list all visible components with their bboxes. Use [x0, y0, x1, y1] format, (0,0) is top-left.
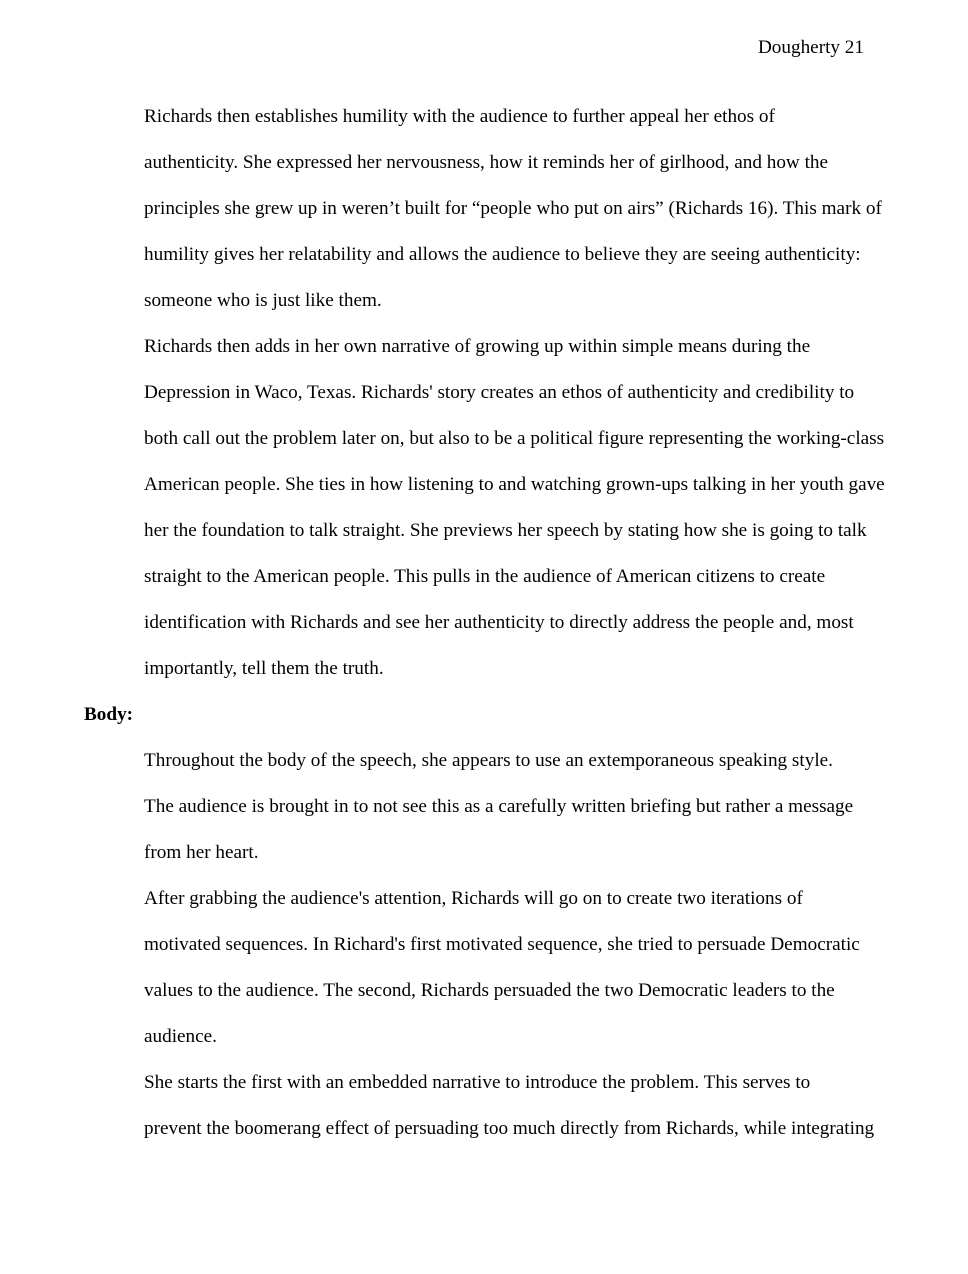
- text-line: values to the audience. The second, Richards persuaded the two Democratic leaders to the: [144, 980, 835, 1001]
- text-line: humility gives her relatability and allows the audience to believe they are seeing authenticity:: [144, 244, 861, 265]
- text-line: Depression in Waco, Texas. Richards' story creates an ethos of authenticity and credibility to: [144, 382, 855, 403]
- text-line: Richards then establishes humility with the audience to further appeal her ethos of: [144, 106, 775, 127]
- text-line: authenticity. She expressed her nervousness, how it reminds her of girlhood, and how the: [144, 152, 829, 173]
- paragraph-embedded-narrative: [84, 1060, 875, 1152]
- text-line: from her heart.: [144, 842, 259, 863]
- text-line: importantly, tell them the truth.: [144, 658, 384, 679]
- text-line: The audience is brought in to not see this as a carefully written briefing but rather a message: [144, 796, 854, 817]
- text-line: Richards then adds in her own narrative of growing up within simple means during the: [144, 336, 811, 357]
- text-line: Throughout the body of the speech, she appears to use an extemporaneous speaking style.: [144, 750, 833, 771]
- text-line: After grabbing the audience's attention, Richards will go on to create two iterations of: [144, 888, 803, 909]
- paragraph-motivated-sequences: [84, 876, 864, 1060]
- document-body: [84, 94, 885, 1152]
- text-line: principles she grew up in weren’t built for “people who put on airs” (Richards 16). This mark of: [144, 198, 882, 219]
- paragraph-extemporaneous: [84, 738, 864, 876]
- text-line: audience.: [144, 1026, 217, 1047]
- text-line: identification with Richards and see her authenticity to directly address the people and, most: [144, 612, 854, 633]
- text-line: motivated sequences. In Richard's first motivated sequence, she tried to persuade Democratic: [144, 934, 860, 955]
- text-line: straight to the American people. This pulls in the audience of American citizens to create: [144, 566, 826, 587]
- running-head: Dougherty 21: [757, 37, 864, 58]
- text-line: prevent the boomerang effect of persuading too much directly from Richards, while integrating: [144, 1118, 875, 1139]
- text-line: someone who is just like them.: [144, 290, 382, 311]
- text-line: She starts the first with an embedded narrative to introduce the problem. This serves to: [144, 1072, 811, 1093]
- paragraph-narrative: [84, 324, 885, 692]
- text-line: both call out the problem later on, but also to be a political figure representing the working-class: [144, 428, 885, 449]
- paragraph-humility: [84, 94, 882, 324]
- text-line: American people. She ties in how listening to and watching grown-ups talking in her youth gave: [144, 474, 885, 495]
- section-heading-body: Body:: [84, 704, 134, 725]
- text-line: her the foundation to talk straight. She previews her speech by stating how she is going to talk: [144, 520, 867, 541]
